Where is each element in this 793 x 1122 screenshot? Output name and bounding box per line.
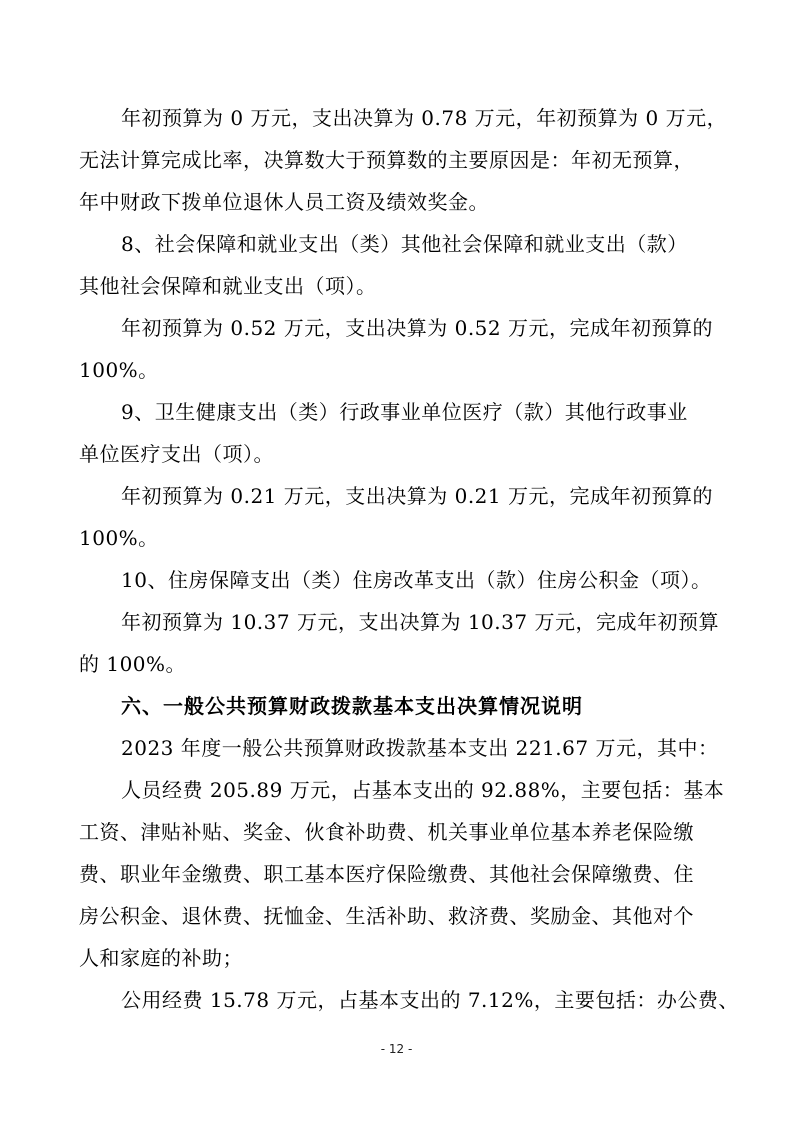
paragraph-line: 的 100%。 (79, 652, 187, 676)
paragraph-line: 无法计算完成比率，决算数大于预算数的主要原因是：年初无预算， (79, 148, 694, 172)
paragraph-line: 100%。 (79, 526, 159, 550)
paragraph-line: 房公积金、退休费、抚恤金、生活补助、救济费、奖励金、其他对个 (79, 904, 694, 928)
paragraph-line: 费、职业年金缴费、职工基本医疗保险缴费、其他社会保障缴费、住 (79, 862, 694, 886)
paragraph-line: 人员经费 205.89 万元，占基本支出的 92.88%，主要包括：基本 (121, 778, 725, 802)
paragraph-line: 工资、津贴补贴、奖金、伙食补助费、机关事业单位基本养老保险缴 (79, 820, 694, 844)
paragraph-line: 年初预算为 0.21 万元，支出决算为 0.21 万元，完成年初预算的 (121, 484, 713, 508)
paragraph-line: 年初预算为 0.52 万元，支出决算为 0.52 万元，完成年初预算的 (121, 316, 713, 340)
paragraph-line: 100%。 (79, 358, 159, 382)
section-item-10: 10、住房保障支出（类）住房改革支出（款）住房公积金（项）。 (121, 568, 712, 592)
paragraph-line: 年中财政下拨单位退休人员工资及绩效奖金。 (79, 190, 489, 214)
paragraph-line: 公用经费 15.78 万元，占基本支出的 7.12%，主要包括：办公费、 (121, 988, 739, 1012)
paragraph-line: 2023 年度一般公共预算财政拨款基本支出 221.67 万元，其中： (121, 736, 719, 760)
section-item-8: 8、社会保障和就业支出（类）其他社会保障和就业支出（款） (121, 232, 688, 256)
paragraph-line: 年初预算为 0 万元，支出决算为 0.78 万元，年初预算为 0 万元， (121, 106, 728, 130)
paragraph-line: 其他社会保障和就业支出（项）。 (79, 274, 377, 298)
paragraph-line: 人和家庭的补助； (79, 946, 243, 970)
section-item-9: 9、卫生健康支出（类）行政事业单位医疗（款）其他行政事业 (121, 400, 688, 424)
page-number: - 12 - (380, 1042, 413, 1056)
paragraph-line: 年初预算为 10.37 万元，支出决算为 10.37 万元，完成年初预算 (121, 610, 719, 634)
section-heading: 六、一般公共预算财政拨款基本支出决算情况说明 (121, 694, 583, 718)
paragraph-line: 单位医疗支出（项）。 (79, 442, 274, 466)
